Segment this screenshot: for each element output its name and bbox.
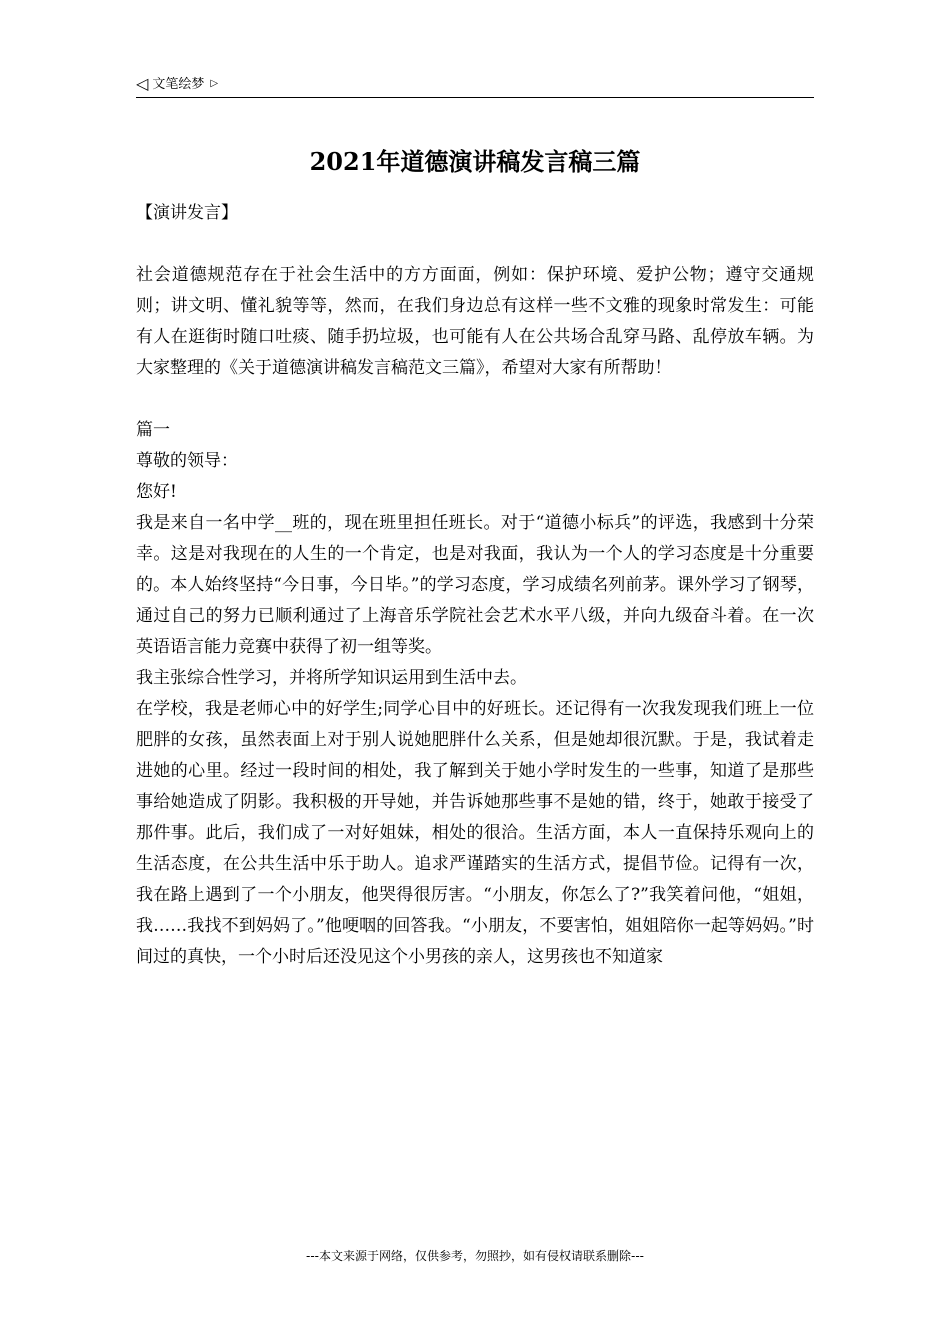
header-brand xyxy=(136,74,218,95)
header-divider xyxy=(136,97,814,98)
salutation: 尊敬的领导： xyxy=(136,451,238,471)
triangle-left-icon: ◁ xyxy=(136,74,149,93)
body-paragraph: 我是来自一名中学__班的，现在班里担任班长。对于“道德小标兵”的评选，我感到十分荣幸。这是对我现在的人生的一个肯定，也是对我面，我认为一个人的学习态度是十分重要的。本人始终坚持“今日事，今日毕。”的学习态度，学习成绩名列前茅。课外学习了钢琴，通过自己的努力已顺利通过了上海音乐学院社会艺术水平八级，并向九级奋斗着。在一次英语语言能力竞赛中获得了初一组等奖。 xyxy=(136,513,814,657)
triangle-right-icon: ▷ xyxy=(210,78,219,89)
blank-line xyxy=(136,384,814,415)
intro-paragraph: 社会道德规范存在于社会生活中的方方面面，例如：保护环境、爱护公物；遵守交通规则；讲文明、懂礼貌等等，然而，在我们身边总有这样一些不文雅的现象时常发生：可能有人在逛街时随口吐痰、随手扔垃圾，也可能有人在公共场合乱穿马路、乱停放车辆。为大家整理的《关于道德演讲稿发言稿范文三篇》，希望对大家有所帮助！ xyxy=(136,265,814,378)
document-title: 2021年道德演讲稿发言稿三篇 xyxy=(309,147,641,176)
blank-line xyxy=(136,229,814,260)
page-footer-disclaimer: ---本文来源于网络，仅供参考，勿照抄，如有侵权请联系删除--- xyxy=(306,1249,644,1263)
section-heading: 篇一 xyxy=(136,420,170,440)
body-paragraph: 我主张综合性学习，并将所学知识运用到生活中去。 xyxy=(136,668,527,688)
page-header xyxy=(136,74,814,98)
greeting: 您好! xyxy=(136,482,177,502)
document-body xyxy=(136,198,814,973)
body-paragraph: 在学校，我是老师心中的好学生;同学心目中的好班长。还记得有一次我发现我们班上一位肥胖的女孩，虽然表面上对于别人说她肥胖什么关系，但是她却很沉默。于是，我试着走进她的心里。经过一段时间的相处，我了解到关于她小学时发生的一些事，知道了是那些事给她造成了阴影。我积极的开导她，并告诉她那些事不是她的错，终于，她敢于接受了那件事。此后，我们成了一对好姐妹，相处的很洽。生活方面，本人一直保持乐观向上的生活态度，在公共生活中乐于助人。追求严谨踏实的生活方式，提倡节俭。记得有一次，我在路上遇到了一个小朋友，他哭得很厉害。“小朋友，你怎么了?”我笑着问他，“姐姐，我……我找不到妈妈了。”他哽咽的回答我。“小朋友，不要害怕，姐姐陪你一起等妈妈。”时间过的真快，一个小时后还没见这个小男孩的亲人，这男孩也不知道家 xyxy=(136,699,814,967)
header-brand-text: 文笔绘梦 xyxy=(152,77,205,92)
category-label: 【演讲发言】 xyxy=(136,203,238,223)
